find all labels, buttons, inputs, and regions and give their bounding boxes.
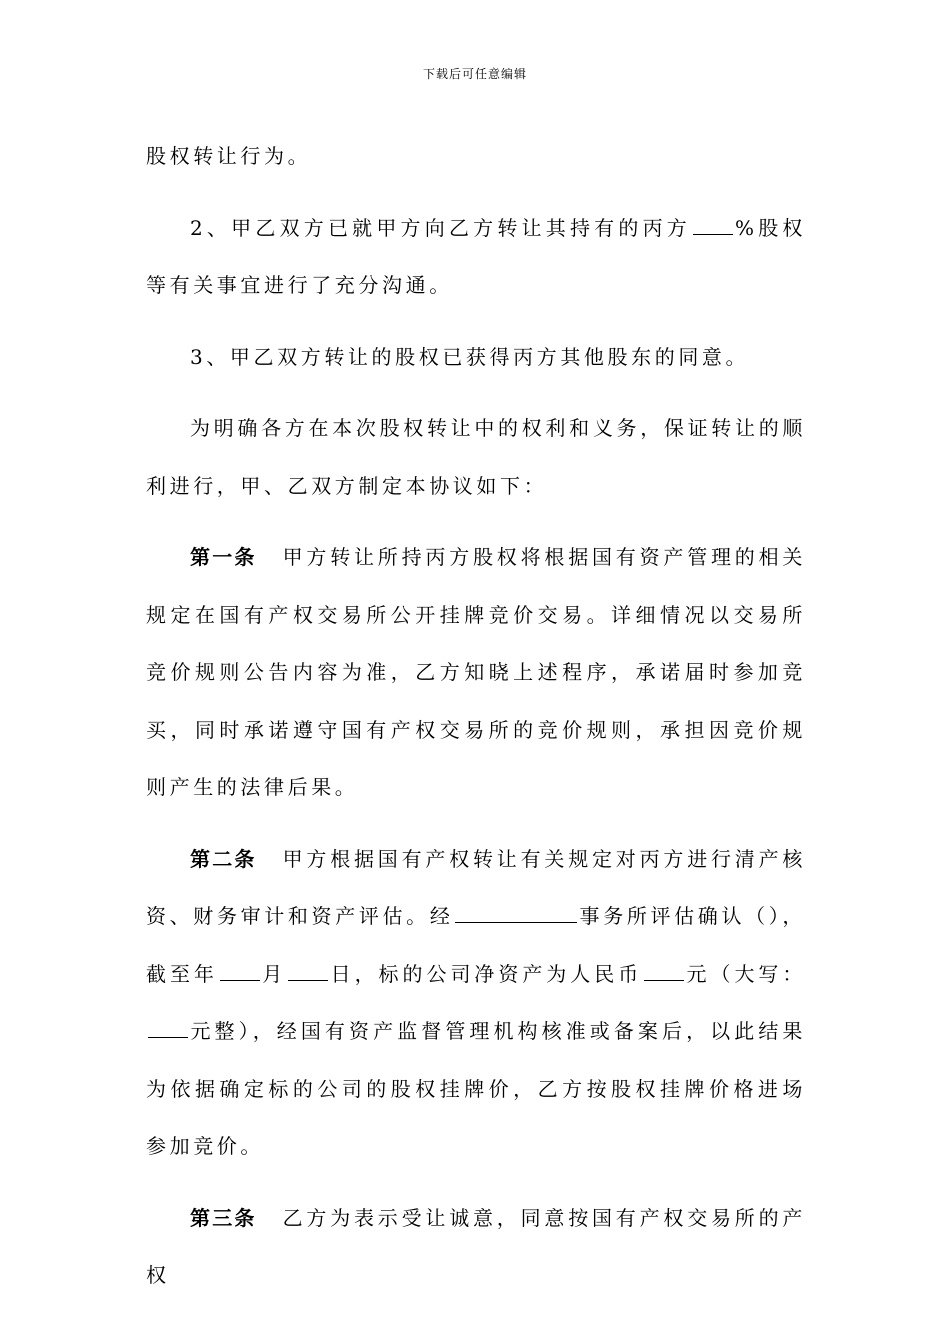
blank-percentage — [693, 214, 733, 235]
article-2-text-c: 月 — [261, 961, 287, 986]
article-3-body: 乙方为表示受让诚意，同意按国有产权交易所的产权 — [146, 1205, 807, 1287]
article-2 — [146, 831, 806, 1176]
article-2-text-a: 甲方根据国有产权转让有关规定对丙方进行清产核资、财务审计和资产评估。经 — [146, 846, 807, 928]
blank-amount-words — [148, 1017, 188, 1038]
blank-year — [220, 960, 260, 981]
blank-month — [288, 960, 328, 981]
article-3 — [146, 1190, 806, 1305]
paragraph-item-3: 3、甲乙双方转让的股权已获得丙方其他股东的同意。 — [190, 344, 750, 369]
article-2-text-f: 元整），经国有资产监督管理机构核准或备案后，以此结果为依据确定标的公司的股权挂牌价，乙方按股权挂牌价格进场参加竞价。 — [146, 1019, 806, 1158]
article-1 — [146, 529, 806, 817]
document-body — [146, 128, 806, 1305]
paragraph-preamble: 为明确各方在本次股权转让中的权利和义务，保证转让的顺利进行，甲、乙双方制定本协议如下： — [146, 416, 806, 498]
item-2-text-a: 2、甲乙双方已就甲方向乙方转让其持有的丙方 — [190, 215, 691, 240]
article-1-title: 第一条 — [190, 545, 257, 569]
item-2-text-b: %股权等有关事宜进行了充分沟通。 — [146, 215, 806, 297]
article-3-title: 第三条 — [190, 1205, 257, 1230]
paragraph-continuation: 股权转让行为。 — [146, 144, 312, 168]
page-header: 下载后可任意编辑 — [422, 67, 527, 81]
article-2-text-d: 日，标的公司净资产为人民币 — [330, 961, 643, 986]
article-1-body: 甲方转让所持丙方股权将根据国有资产管理的相关规定在国有产权交易所公开挂牌竞价交易。详细情况以交易所竞价规则公告内容为准，乙方知晓上述程序，承诺届时参加竞买，同时承诺遵守国有产权交易所的竞价规则，承担因竞价规则产生的法律后果。 — [146, 545, 807, 799]
blank-amount — [644, 960, 684, 981]
blank-firm-name — [455, 902, 577, 923]
paragraph-item-2 — [146, 200, 806, 315]
article-2-text-e: 元（大写： — [686, 961, 806, 986]
article-2-text-b: 事务所评估确认（），截至年 — [146, 904, 807, 986]
article-2-title: 第二条 — [190, 846, 257, 871]
